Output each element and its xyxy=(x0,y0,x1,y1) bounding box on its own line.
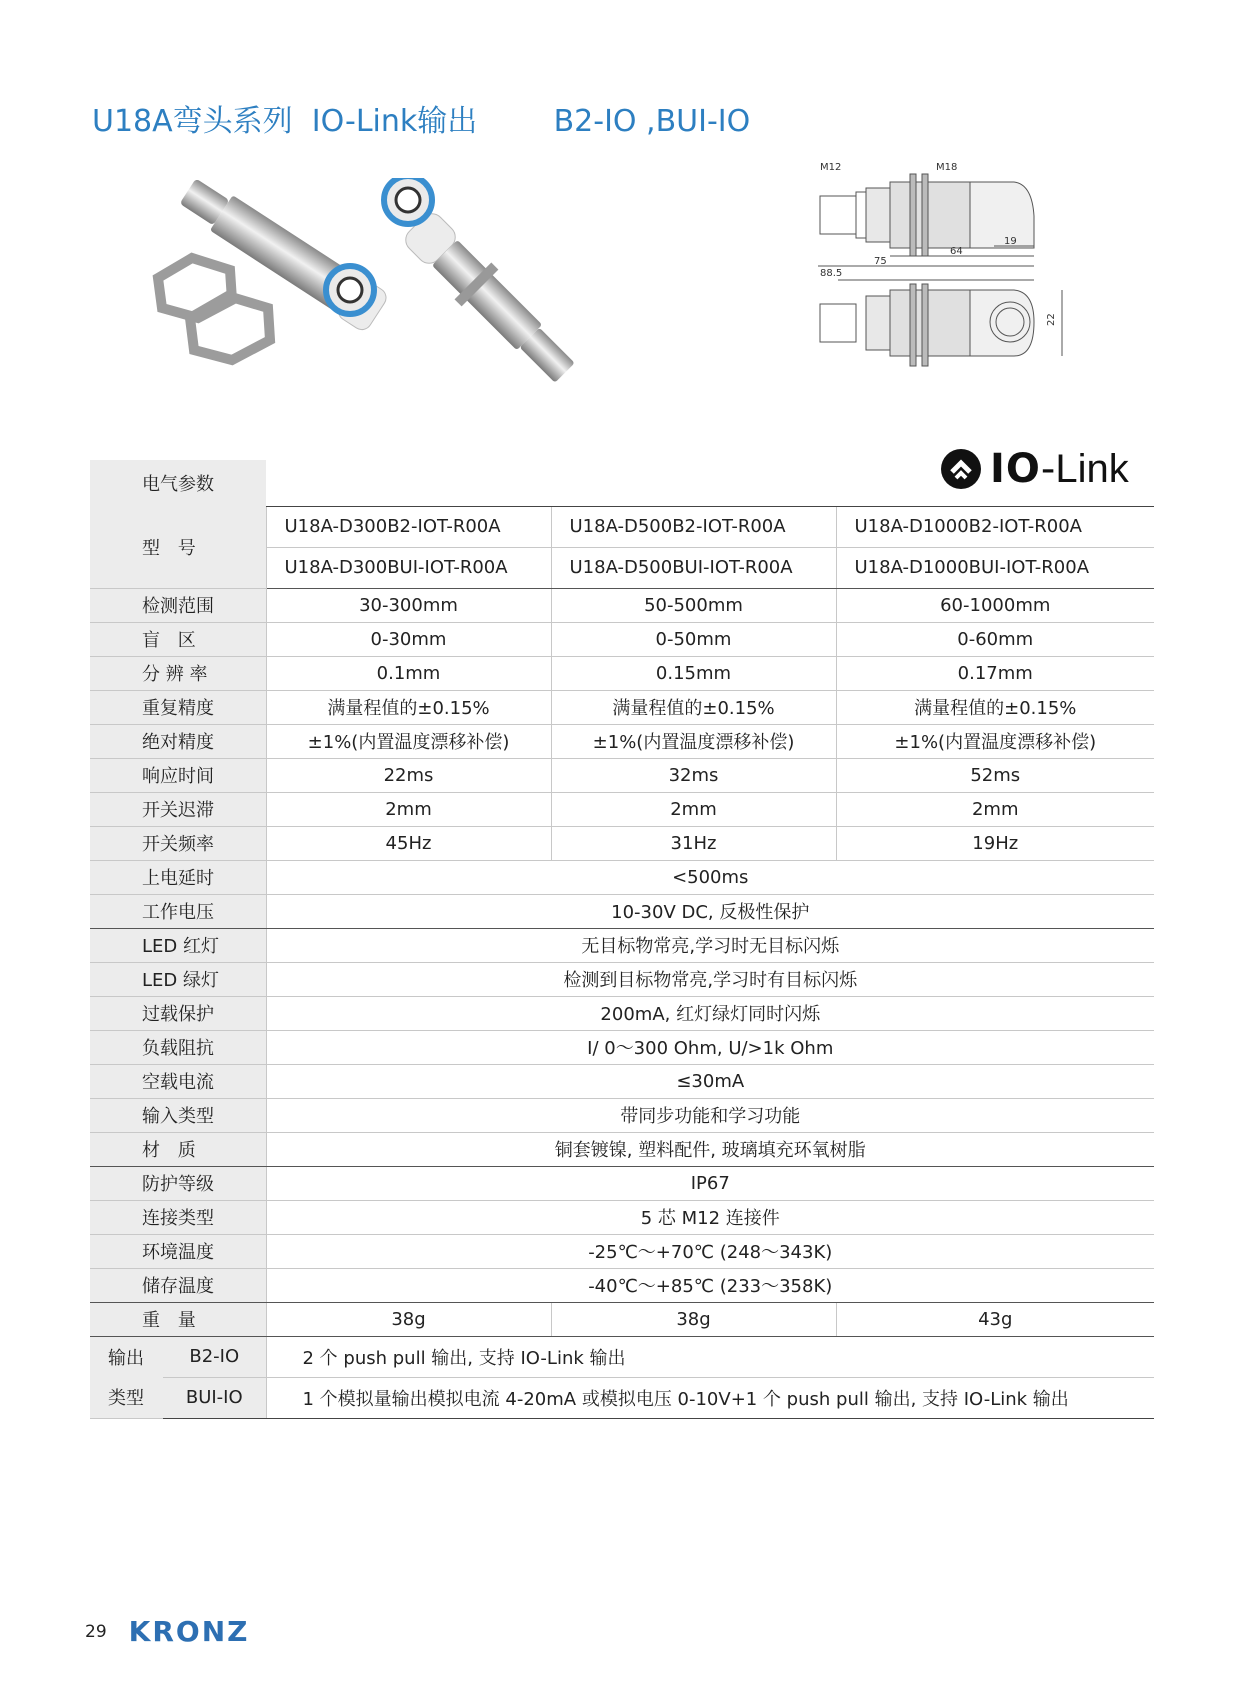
table-row xyxy=(90,758,1154,792)
param-value: 0-30mm xyxy=(266,622,551,656)
param-value: 带同步功能和学习功能 xyxy=(266,1098,1154,1132)
table-row xyxy=(90,724,1154,758)
table-row xyxy=(90,996,1154,1030)
param-label: 材 质 xyxy=(90,1132,266,1166)
model-cell: U18A-D300BUI-IOT-R00A xyxy=(266,547,551,588)
brand-logo: KRONZ xyxy=(128,1615,250,1648)
param-value: 0-50mm xyxy=(551,622,836,656)
param-value: ±1%(内置温度漂移补偿) xyxy=(551,724,836,758)
param-value: -40℃～+85℃ (233～358K) xyxy=(266,1268,1154,1302)
param-value: 5 芯 M12 连接件 xyxy=(266,1200,1154,1234)
param-value: 0.1mm xyxy=(266,656,551,690)
param-label: 防护等级 xyxy=(90,1166,266,1200)
param-label: 环境温度 xyxy=(90,1234,266,1268)
logo-io-text: IO xyxy=(990,446,1041,492)
dim-88: 88.5 xyxy=(820,268,843,279)
param-value: 38g xyxy=(551,1302,836,1336)
table-row xyxy=(90,928,1154,962)
param-value: 0.15mm xyxy=(551,656,836,690)
logo-dash: - xyxy=(1040,446,1056,492)
param-label: LED 绿灯 xyxy=(90,962,266,996)
param-label: 检测范围 xyxy=(90,588,266,622)
param-value: ±1%(内置温度漂移补偿) xyxy=(836,724,1154,758)
param-value: 2mm xyxy=(551,792,836,826)
dim-19: 19 xyxy=(1004,236,1017,247)
table-row xyxy=(90,1132,1154,1166)
output-name: BUI-IO xyxy=(163,1377,266,1418)
param-value: 满量程值的±0.15% xyxy=(266,690,551,724)
dim-64: 64 xyxy=(950,246,963,257)
dim-75: 75 xyxy=(874,256,887,267)
param-value: 60-1000mm xyxy=(836,588,1154,622)
param-value xyxy=(266,460,1154,506)
product-photo xyxy=(140,178,660,414)
param-value: 31Hz xyxy=(551,826,836,860)
param-value: -25℃～+70℃ (248～343K) xyxy=(266,1234,1154,1268)
model-cell: U18A-D1000B2-IOT-R00A xyxy=(836,506,1154,547)
param-value: 满量程值的±0.15% xyxy=(836,690,1154,724)
param-value: 43g xyxy=(836,1302,1154,1336)
param-value: 铜套镀镍, 塑料配件, 玻璃填充环氧树脂 xyxy=(266,1132,1154,1166)
param-label: 负载阻抗 xyxy=(90,1030,266,1064)
table-row xyxy=(90,860,1154,894)
table-heading: 电气参数 xyxy=(90,460,266,506)
param-label: 工作电压 xyxy=(90,894,266,928)
output-desc: 1 个模拟量输出模拟电流 4-20mA 或模拟电压 0-10V+1 个 push pull 输出, 支持 IO-Link 输出 xyxy=(266,1377,1154,1418)
table-row xyxy=(90,1064,1154,1098)
param-value: 22ms xyxy=(266,758,551,792)
footer xyxy=(85,1615,249,1648)
table-row xyxy=(90,1200,1154,1234)
table-row xyxy=(90,622,1154,656)
param-label: LED 红灯 xyxy=(90,928,266,962)
param-value: 检测到目标物常亮,学习时有目标闪烁 xyxy=(266,962,1154,996)
param-label: 过载保护 xyxy=(90,996,266,1030)
param-value: 30-300mm xyxy=(266,588,551,622)
nut-icon xyxy=(158,258,270,360)
table-row xyxy=(90,894,1154,928)
param-value: ≤30mA xyxy=(266,1064,1154,1098)
param-label: 开关迟滞 xyxy=(90,792,266,826)
table-row xyxy=(90,1268,1154,1302)
param-label: 绝对精度 xyxy=(90,724,266,758)
param-value: I/ 0～300 Ohm, U/>1k Ohm xyxy=(266,1030,1154,1064)
param-label: 响应时间 xyxy=(90,758,266,792)
param-value: ±1%(内置温度漂移补偿) xyxy=(266,724,551,758)
param-value: 200mA, 红灯绿灯同时闪烁 xyxy=(266,996,1154,1030)
param-value: 32ms xyxy=(551,758,836,792)
label-m12: M12 xyxy=(820,162,842,173)
param-value: 45Hz xyxy=(266,826,551,860)
table-row xyxy=(90,1098,1154,1132)
param-label: 重复精度 xyxy=(90,690,266,724)
param-value: 52ms xyxy=(836,758,1154,792)
param-value: 满量程值的±0.15% xyxy=(551,690,836,724)
param-value: 2mm xyxy=(266,792,551,826)
output-desc: 2 个 push pull 输出, 支持 IO-Link 输出 xyxy=(266,1336,1154,1377)
label-m18: M18 xyxy=(936,162,958,173)
output-type-label: 输出 类型 xyxy=(90,1336,163,1418)
param-label: 连接类型 xyxy=(90,1200,266,1234)
spec-table xyxy=(90,460,1154,1419)
param-value: <500ms xyxy=(266,860,1154,894)
table-row xyxy=(90,588,1154,622)
param-label: 分 辨 率 xyxy=(90,656,266,690)
table-row xyxy=(90,1166,1154,1200)
logo-link-text: Link xyxy=(1055,446,1129,491)
param-value: 2mm xyxy=(836,792,1154,826)
page-number: 29 xyxy=(85,1621,107,1642)
param-value: 10-30V DC, 反极性保护 xyxy=(266,894,1154,928)
table-row xyxy=(90,826,1154,860)
table-row xyxy=(90,1234,1154,1268)
table-row xyxy=(90,656,1154,690)
table-row xyxy=(90,1302,1154,1336)
param-value: IP67 xyxy=(266,1166,1154,1200)
param-value: 0.17mm xyxy=(836,656,1154,690)
output-row-b2 xyxy=(90,1336,1154,1377)
param-value: 19Hz xyxy=(836,826,1154,860)
output-name: B2-IO xyxy=(163,1336,266,1377)
dim-22: 22 xyxy=(1046,313,1057,326)
page-title: U18A弯头系列 IO-Link输出 B2-IO ,BUI-IO xyxy=(92,104,751,139)
table-row xyxy=(90,792,1154,826)
model-label: 型 号 xyxy=(90,506,266,588)
table-row xyxy=(90,1030,1154,1064)
output-row-bui xyxy=(90,1377,1154,1418)
model-cell: U18A-D1000BUI-IOT-R00A xyxy=(836,547,1154,588)
param-value: 0-60mm xyxy=(836,622,1154,656)
model-cell: U18A-D300B2-IOT-R00A xyxy=(266,506,551,547)
param-label: 空载电流 xyxy=(90,1064,266,1098)
param-label: 盲 区 xyxy=(90,622,266,656)
param-value: 50-500mm xyxy=(551,588,836,622)
dimension-drawing xyxy=(818,162,1106,392)
model-cell: U18A-D500B2-IOT-R00A xyxy=(551,506,836,547)
model-cell: U18A-D500BUI-IOT-R00A xyxy=(551,547,836,588)
param-label: 上电延时 xyxy=(90,860,266,894)
param-value: 无目标物常亮,学习时无目标闪烁 xyxy=(266,928,1154,962)
param-value: 38g xyxy=(266,1302,551,1336)
table-row xyxy=(90,690,1154,724)
param-label: 输入类型 xyxy=(90,1098,266,1132)
param-label: 重 量 xyxy=(90,1302,266,1336)
table-row xyxy=(90,962,1154,996)
param-label: 开关频率 xyxy=(90,826,266,860)
param-label: 储存温度 xyxy=(90,1268,266,1302)
